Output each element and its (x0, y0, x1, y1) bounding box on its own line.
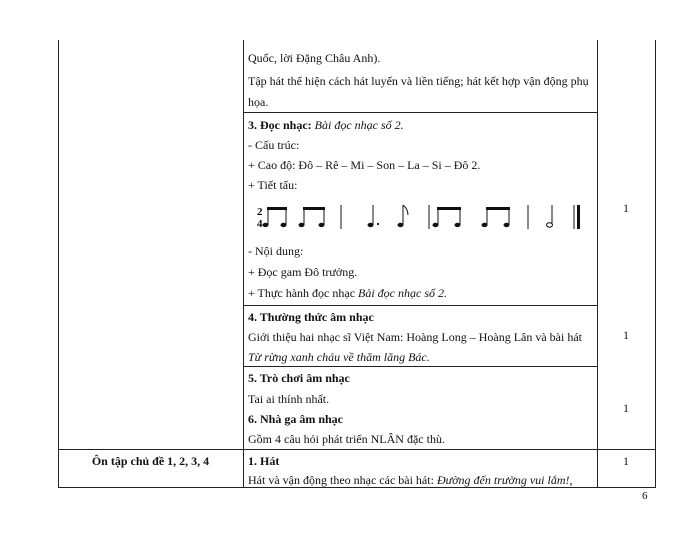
row-divider (58, 449, 656, 450)
reading-heading-title: Bài đọc nhạc số 2. (314, 118, 404, 132)
review-text: Hát và vận động theo nhạc các bài hát: (248, 473, 434, 487)
singing-practice-line: Tập hát thể hiện cách hát luyến và liền tiếng; hát kết hợp vận động phụ (248, 74, 589, 88)
eighth-note-pair-icon (433, 207, 462, 227)
pitch-line: + Cao độ: Đô – Rê – Mi – Son – La – Si – Đô 2. (248, 158, 481, 172)
row-divider (243, 305, 597, 306)
content-label: - Nội dung: (248, 244, 304, 258)
appreciation-heading: 4. Thường thức âm nhạc (248, 310, 374, 324)
singing-practice-line-end: họa. (248, 95, 269, 109)
game-heading: 5. Trò chơi âm nhạc (248, 371, 350, 385)
review-song-title: Đường đến trường vui lắm!, (436, 473, 573, 487)
scale-line: + Đọc gam Đô trưởng. (248, 265, 358, 279)
time-signature-icon (257, 206, 263, 230)
eighth-note-pair-icon (263, 207, 288, 227)
page-number: 6 (642, 490, 648, 502)
practice-line (248, 285, 447, 301)
svg-text:4: 4 (257, 218, 263, 230)
eighth-note-icon (398, 205, 409, 227)
appreciation-line: Giới thiệu hai nhạc sĩ Việt Nam: Hoàng Long – Hoàng Lân và bài hát (248, 330, 582, 344)
reading-heading (248, 117, 404, 133)
table-divider-periods (597, 40, 598, 488)
svg-text:2: 2 (257, 206, 263, 218)
practice-text: + Thực hành đọc nhạc (248, 286, 356, 300)
reading-heading-label: 3. Đọc nhạc: (248, 118, 312, 132)
eighth-note-pair-icon (482, 207, 511, 227)
review-line (248, 472, 573, 488)
game-line: Tai ai thính nhất. (248, 392, 330, 406)
table-divider-topic (243, 40, 244, 488)
appreciation-song-title: Từ rừng xanh cháu về thăm lăng Bác. (248, 350, 430, 364)
dotted-quarter-note-icon (368, 205, 380, 227)
table-border-left (58, 40, 59, 488)
review-topic-title: Ôn tập chủ đề 1, 2, 3, 4 (91, 454, 210, 468)
row-divider (243, 112, 597, 113)
song-author-line: Quốc, lời Đặng Châu Anh). (248, 51, 381, 65)
station-heading: 6. Nhà ga âm nhạc (248, 412, 344, 426)
periods-reading: 1 (623, 201, 629, 215)
eighth-note-pair-icon (299, 207, 326, 227)
periods-appreciation: 1 (623, 328, 629, 342)
rhythm-notation (257, 199, 587, 235)
structure-label: - Cấu trúc: (248, 138, 300, 152)
periods-game: 1 (623, 401, 629, 415)
table-border-right (655, 40, 656, 488)
half-note-icon (547, 205, 553, 227)
station-line: Gồm 4 câu hỏi phát triển NLÂN đặc thù. (248, 432, 445, 446)
periods-review: 1 (623, 454, 629, 468)
review-heading: 1. Hát (248, 454, 280, 468)
rhythm-label: + Tiết tấu: (248, 178, 298, 192)
row-divider (243, 366, 597, 367)
practice-title: Bài đọc nhạc số 2. (358, 286, 448, 300)
